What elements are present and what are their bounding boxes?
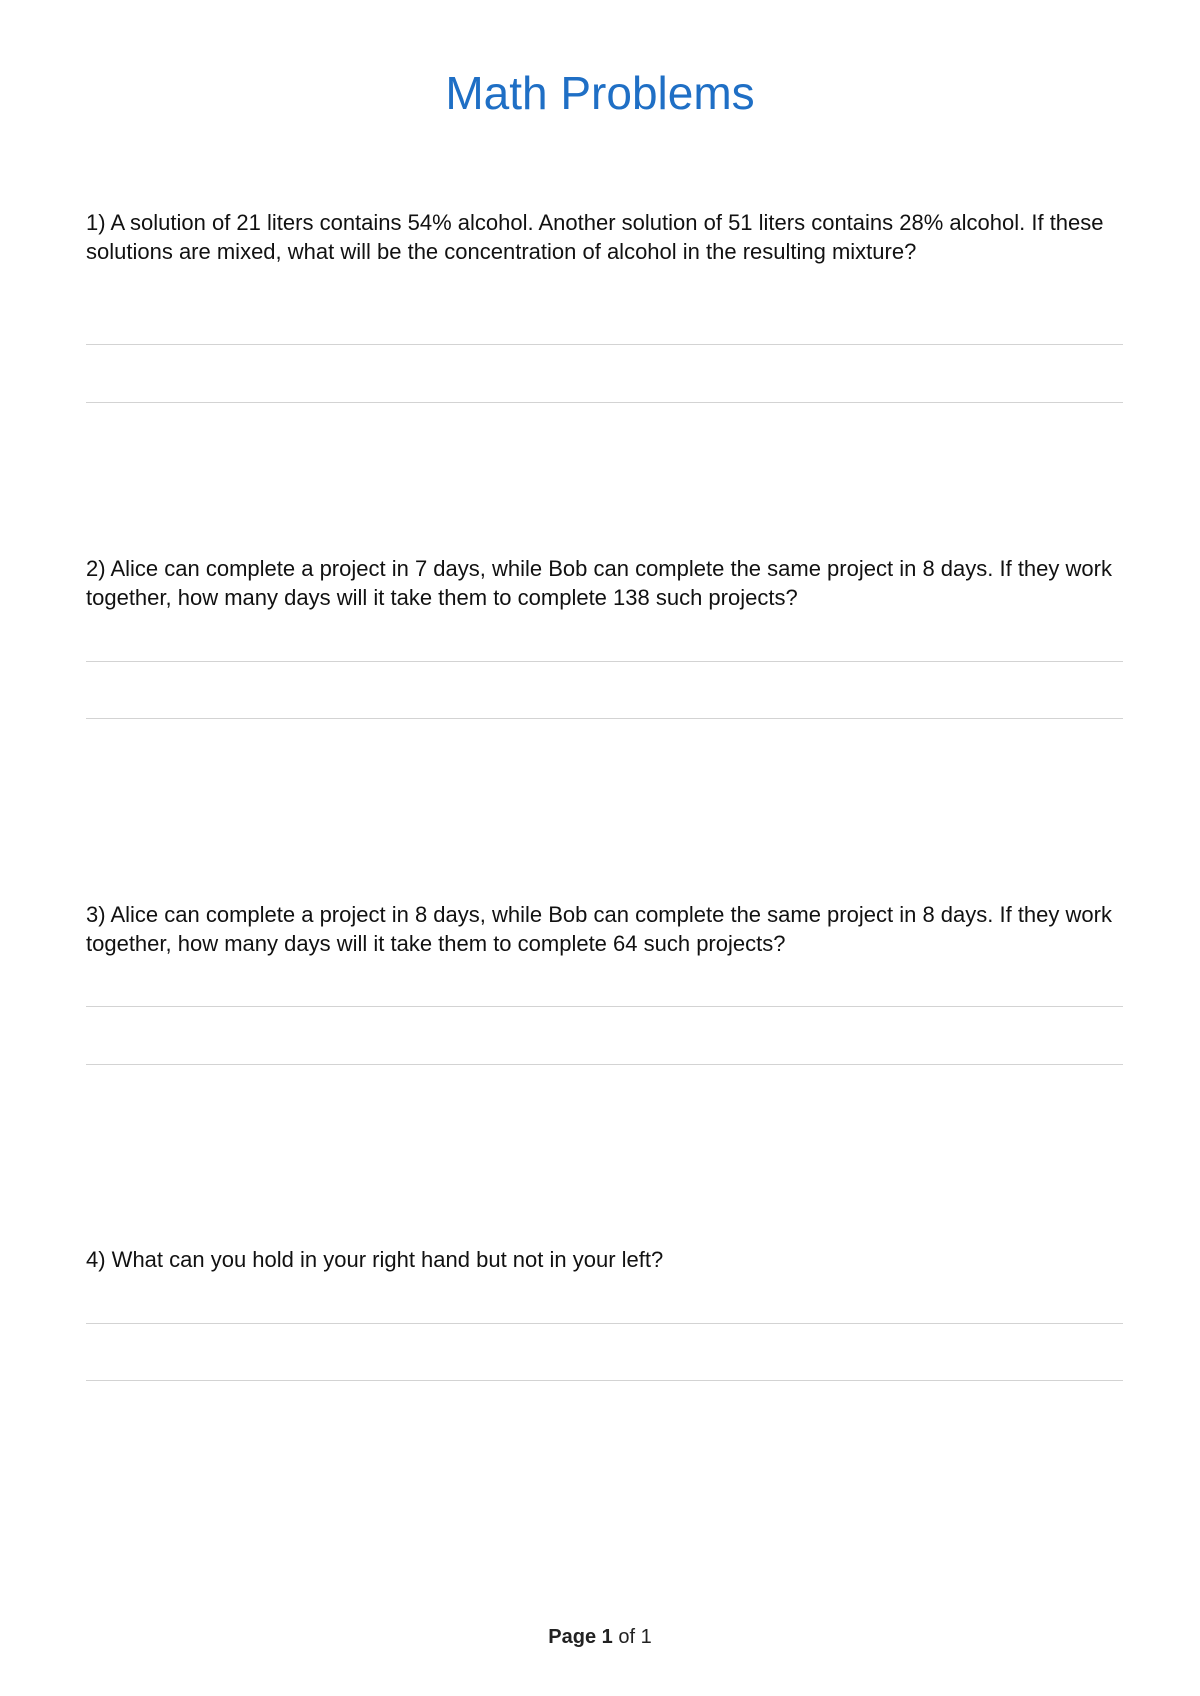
page-total-label: of 1	[612, 1626, 652, 1648]
page-title: Math Problems	[445, 67, 755, 119]
problem-4	[86, 1245, 1126, 1274]
problem-3-answer-line-1	[86, 1006, 1123, 1007]
problem-1-answer-line-1	[86, 344, 1123, 345]
problem-2-answer-line-1	[86, 661, 1123, 662]
problem-2	[86, 554, 1126, 612]
problem-4-text: 4) What can you hold in your right hand but not in your left?	[86, 1247, 664, 1272]
problem-3	[86, 900, 1126, 958]
problem-3-text: 3) Alice can complete a project in 8 days, while Bob can complete the same project in 8 days. If they work together, how many days will it take them to complete 64 such projects?	[86, 902, 1112, 956]
problem-2-text: 2) Alice can complete a project in 7 days, while Bob can complete the same project in 8 days. If they work together, how many days will it take them to complete 138 such projects?	[86, 556, 1112, 610]
problem-1-text: 1) A solution of 21 liters contains 54% alcohol. Another solution of 51 liters contains 28% alcohol. If these solutions are mixed, what will be the concentration of alcohol in the resulting mixture?	[86, 210, 1104, 264]
problem-4-answer-line-2	[86, 1380, 1123, 1381]
problem-2-answer-line-2	[86, 718, 1123, 719]
problem-3-answer-line-2	[86, 1064, 1123, 1065]
problem-1-answer-line-2	[86, 402, 1123, 403]
problem-4-answer-line-1	[86, 1323, 1123, 1324]
problem-1	[86, 208, 1126, 266]
page-footer	[0, 1626, 1200, 1649]
page-number-label: Page 1	[548, 1626, 613, 1648]
